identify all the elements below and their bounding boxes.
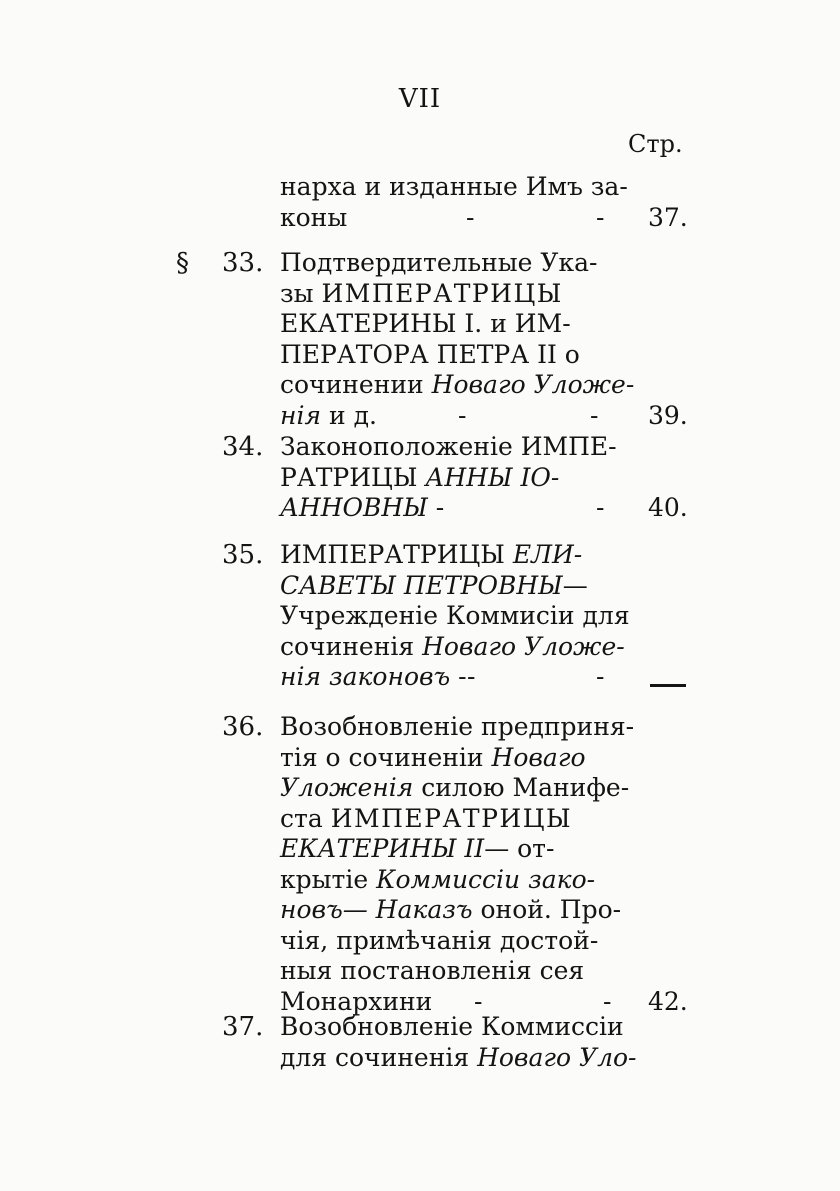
entry-line — [280, 956, 584, 986]
entry-text: ИМПЕРАТРИЦЫ — [280, 540, 513, 569]
entry-line — [280, 370, 634, 400]
entry-text: нарха и изданные Имъ за- — [280, 172, 628, 201]
entry-text: сочиненія — [280, 631, 423, 661]
entry-text: Возобновленіе Коммиссіи — [280, 1012, 624, 1041]
entry-text: коны — [280, 202, 348, 232]
entry-text: и д. — [321, 400, 377, 430]
entry-line — [280, 834, 554, 864]
entry-line — [280, 632, 625, 662]
entry-text: - — [450, 662, 467, 691]
entry-text: новъ— Наказъ — [280, 895, 473, 924]
leader-dash: - — [458, 400, 467, 430]
leader-dash: - — [596, 493, 605, 522]
entry-line — [280, 926, 598, 956]
leader-dash: - — [596, 662, 605, 691]
entry-line — [280, 804, 572, 834]
entry-line — [280, 1043, 637, 1073]
entry-text: Новаго Уложе- — [431, 370, 635, 399]
page-ref: 37. — [648, 202, 688, 232]
entry-text: АННОВНЫ — [280, 493, 428, 522]
entry-text: ЕЛИ- — [512, 540, 583, 569]
entry-text: нія законовъ — [280, 662, 451, 691]
leader-dash: - — [466, 202, 475, 232]
page-ref-dash — [650, 684, 686, 687]
entry-line — [280, 463, 559, 493]
leader-dash: - — [467, 662, 476, 691]
entry-text: — — [562, 570, 588, 600]
entry-text: нія — [280, 400, 322, 430]
entry-line — [280, 172, 628, 202]
entry-text: чія, примѣчанія достой- — [280, 925, 599, 955]
entry-text: Подтвердительные Ука- — [280, 248, 598, 277]
entry-text: тія о сочиненіи — [280, 742, 492, 772]
entry-line — [280, 432, 617, 462]
entry-text: ЕКАТЕРИНЫ I. — [280, 309, 483, 338]
entry-text: ИМПЕРАТРИЦЫ — [330, 803, 573, 833]
entry-text: ИМПЕРАТРИЦЫ — [321, 278, 563, 308]
entry-text: АННЫ IО- — [425, 462, 560, 492]
entry-line — [280, 248, 597, 278]
entry-line — [280, 203, 347, 233]
entry-text: РАТРИЦЫ — [280, 462, 426, 492]
entry-text: Возобновленіе предприня- — [280, 712, 635, 741]
leader-dash: - — [596, 202, 605, 232]
leader-dash: - — [474, 986, 483, 1016]
entry-line — [280, 340, 580, 370]
entry-line — [280, 601, 630, 631]
entry-text: САВЕТЫ ПЕТРОВНЫ — [280, 570, 563, 600]
entry-line — [280, 309, 571, 339]
entry-text: Учрежденіе Коммисіи для — [280, 601, 630, 630]
entry-text: Новаго Уло- — [477, 1042, 637, 1072]
entry-text: оной. Про- — [472, 895, 622, 924]
leader-dash: - — [603, 986, 612, 1016]
page-ref: 40. — [648, 493, 688, 522]
entry-number: 36. — [222, 712, 264, 742]
page-number: VII — [398, 84, 442, 114]
entry-text: крытіе — [280, 864, 377, 894]
entry-line — [280, 773, 629, 803]
entry-line — [280, 571, 588, 601]
entry-text: Уложенія — [280, 773, 414, 802]
entry-line — [280, 895, 621, 925]
entry-text: ныя постановленія сея — [280, 956, 585, 985]
entry-number: 34. — [222, 432, 264, 462]
entry-line — [280, 540, 582, 570]
entry-line — [280, 279, 563, 309]
entry-text: для сочиненія — [280, 1042, 478, 1072]
entry-line — [280, 865, 595, 895]
entry-number: 37. — [222, 1012, 264, 1042]
entry-text: зы — [280, 278, 322, 308]
entry-line — [280, 1012, 624, 1042]
entry-text: Законоположеніе ИМПЕ- — [280, 432, 617, 461]
entry-text: ПЕРАТОРА ПЕТРА II — [280, 339, 557, 369]
entry-text: и ИМ- — [482, 309, 571, 338]
entry-line — [280, 712, 634, 742]
entry-line — [280, 401, 377, 431]
entry-text: ЕКАТЕРИНЫ II — [280, 834, 485, 863]
section-mark: § — [176, 248, 189, 278]
entry-text: о — [556, 339, 580, 369]
entry-text: силою Манифе- — [413, 773, 630, 802]
entry-number: 33. — [222, 248, 264, 278]
page-ref: 42. — [648, 986, 688, 1016]
entry-line — [280, 662, 467, 692]
entry-line — [280, 743, 586, 773]
entry-number: 35. — [222, 540, 264, 570]
entry-text: Новаго — [491, 742, 586, 772]
entry-text: Коммиссіи зако- — [376, 864, 596, 894]
leader-dash: - — [590, 400, 599, 430]
entry-line — [280, 493, 444, 523]
entry-text: сочинении — [280, 370, 432, 399]
entry-text: — от- — [484, 834, 555, 863]
entry-text: ста — [280, 803, 331, 833]
page-ref: 39. — [648, 400, 688, 430]
page-column-label: Стр. — [628, 130, 683, 158]
entry-text: Монархини — [280, 986, 433, 1016]
entry-text: - — [427, 493, 445, 522]
entry-text: Новаго Уложе- — [422, 631, 625, 661]
